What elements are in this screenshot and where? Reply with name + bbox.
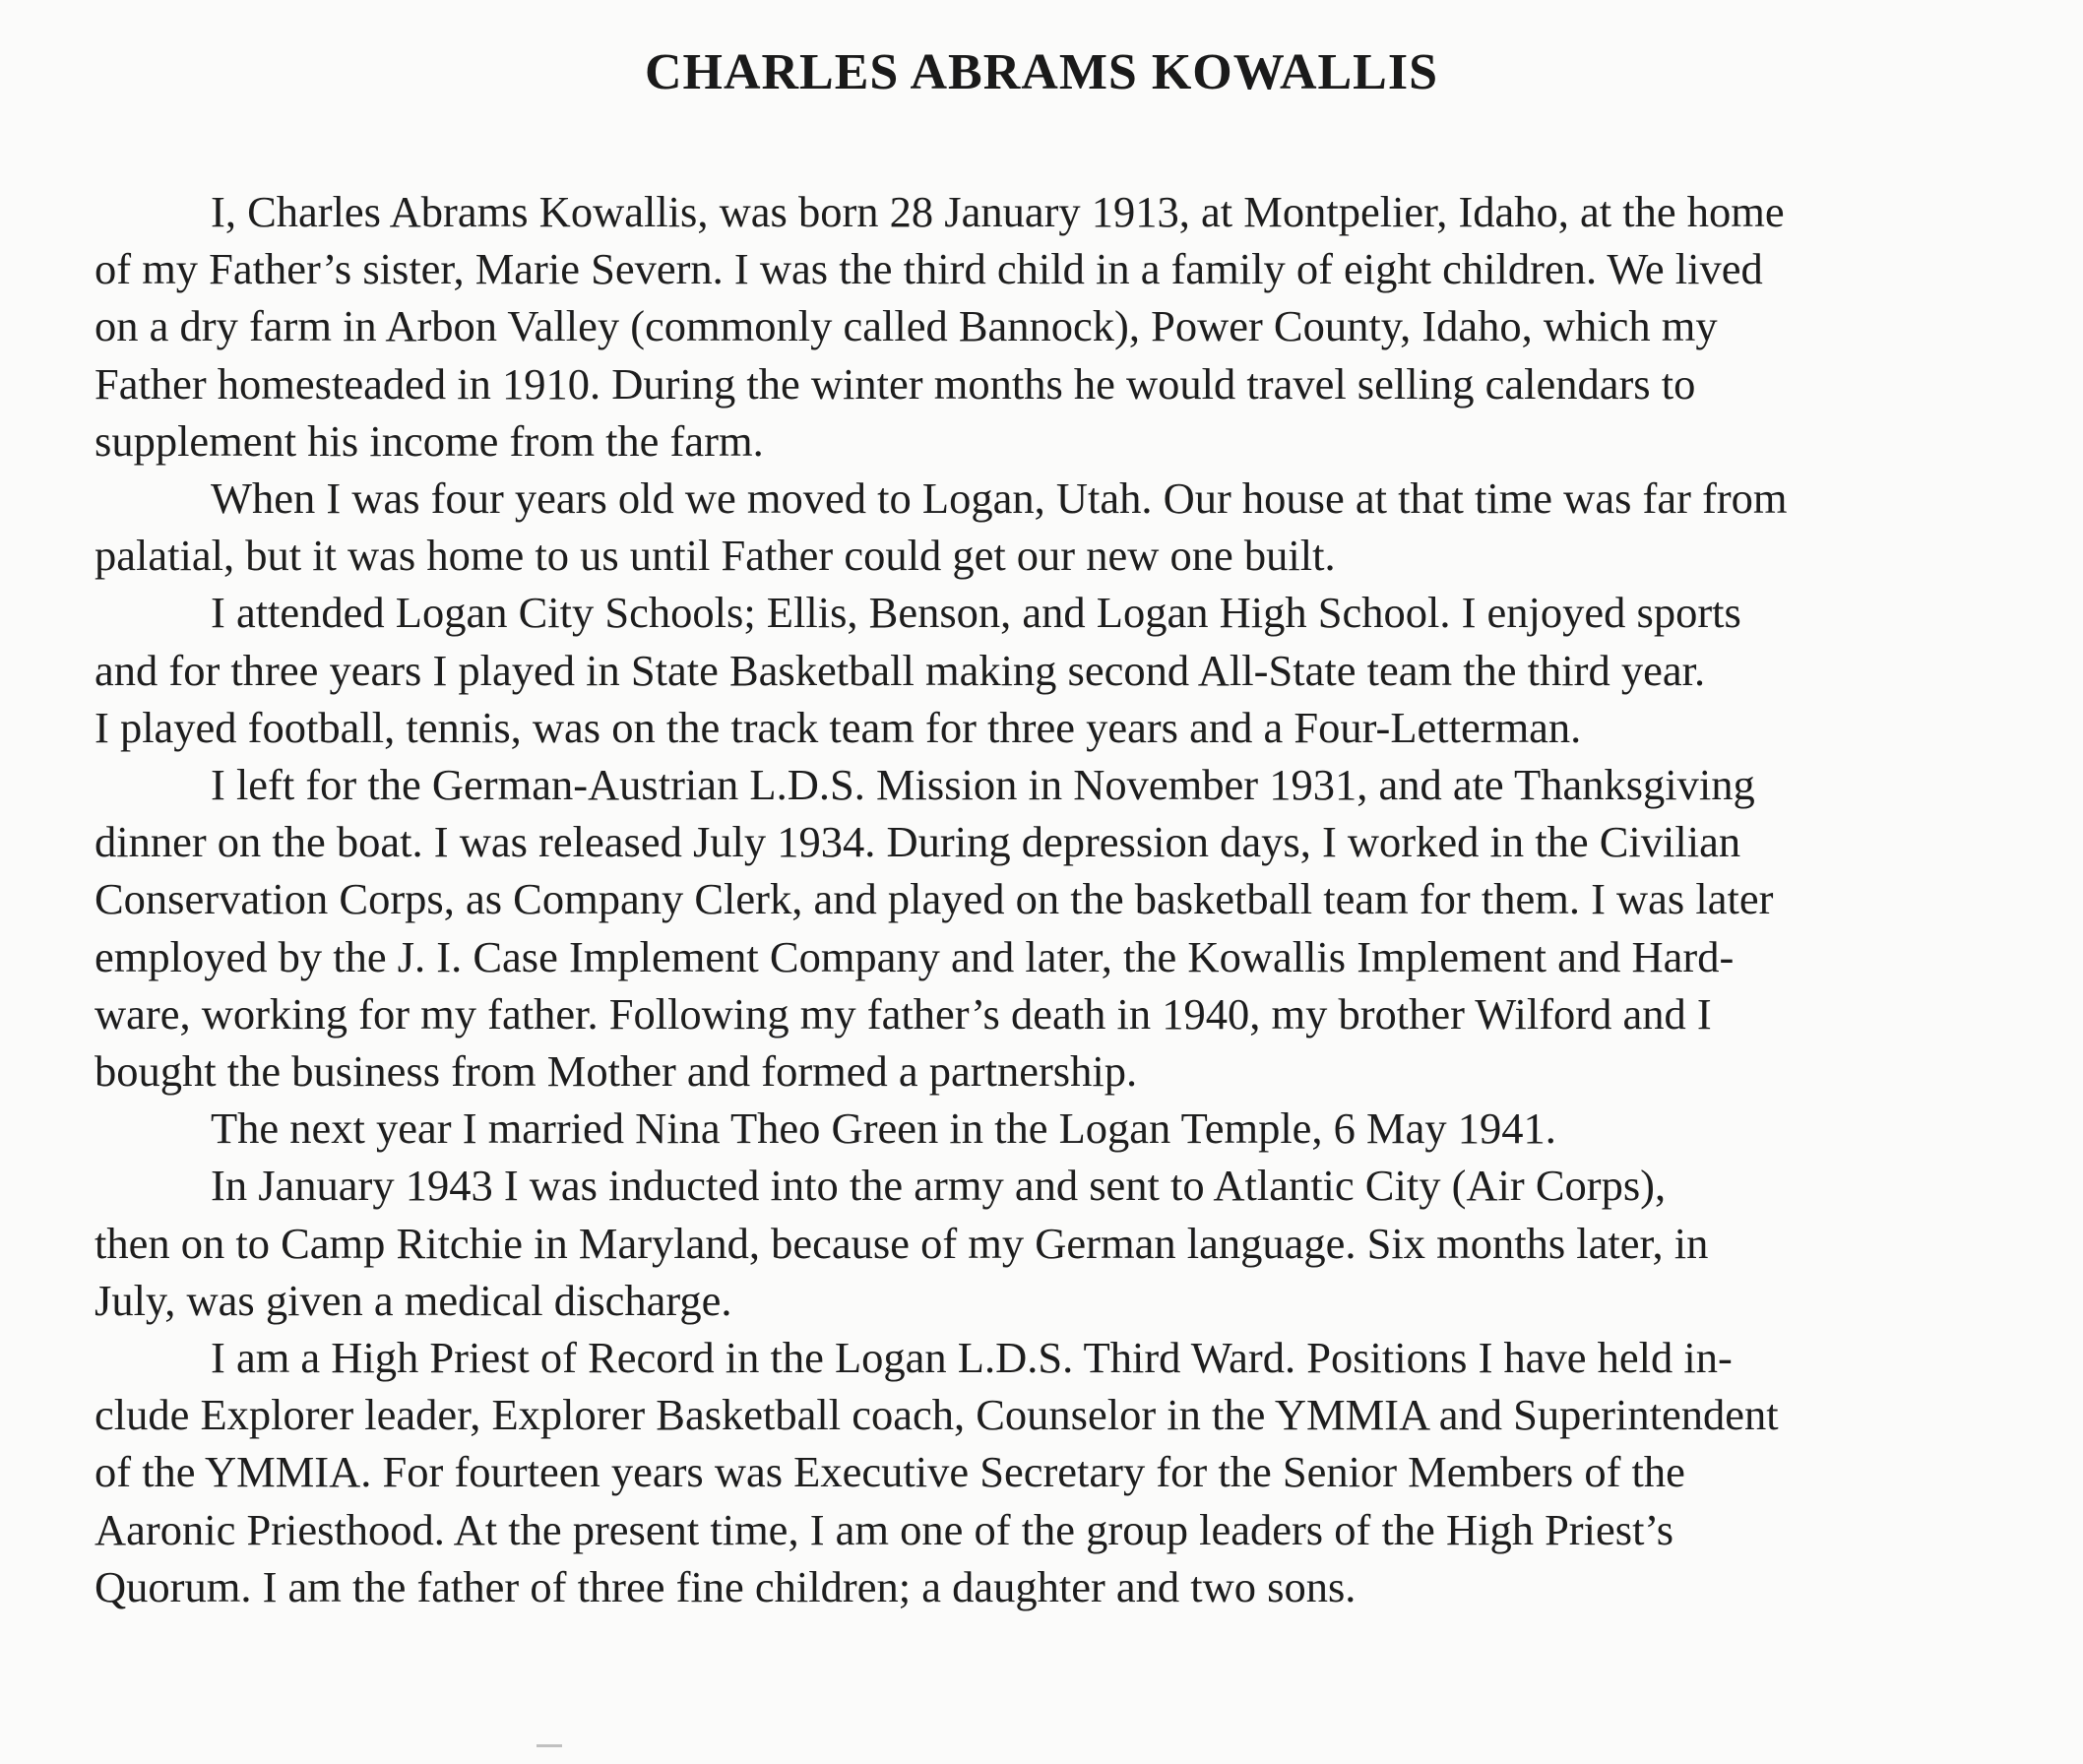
document-body — [95, 183, 2004, 1615]
text-line: then on to Camp Ritchie in Maryland, because of my German language. Six months later, in — [95, 1218, 1709, 1268]
paragraph-logan-move — [95, 470, 2004, 584]
text-line: I played football, tennis, was on the track team for three years and a Four-Letterman. — [95, 702, 1582, 752]
text-line: supplement his income from the farm. — [95, 415, 764, 466]
text-line: ware, working for my father. Following my father’s death in 1940, my brother Wilford and I — [95, 988, 1712, 1039]
scan-speck — [537, 1744, 562, 1747]
paragraph-birth — [95, 183, 2004, 470]
text-line: employed by the J. I. Case Implement Company and later, the Kowallis Implement and Hard- — [95, 931, 1735, 981]
text-line: I, Charles Abrams Kowallis, was born 28 January 1913, at Montpelier, Idaho, at the home — [211, 187, 1785, 236]
paragraph-schooling — [95, 584, 2004, 756]
paragraph-army — [95, 1157, 2004, 1329]
text-line: and for three years I played in State Basketball making second All-State team the third year. — [95, 645, 1706, 695]
text-line: on a dry farm in Arbon Valley (commonly called Bannock), Power County, Idaho, which my — [95, 301, 1718, 351]
text-line: In January 1943 I was inducted into the army and sent to Atlantic City (Air Corps), — [211, 1161, 1667, 1211]
paragraph-marriage — [95, 1100, 2004, 1157]
text-line: I left for the German-Austrian L.D.S. Mission in November 1931, and ate Thanksgiving — [211, 760, 1755, 810]
text-line: When I was four years old we moved to Logan, Utah. Our house at that time was far from — [211, 473, 1788, 524]
paragraph-church-service — [95, 1329, 2004, 1615]
text-line: palatial, but it was home to us until Father could get our new one built. — [95, 531, 1336, 581]
text-line: I am a High Priest of Record in the Logan L.D.S. Third Ward. Positions I have held in- — [211, 1333, 1733, 1383]
text-line: of the YMMIA. For fourteen years was Executive Secretary for the Senior Members of the — [95, 1447, 1685, 1497]
text-line: July, was given a medical discharge. — [95, 1275, 732, 1325]
text-line: I attended Logan City Schools; Ellis, Benson, and Logan High School. I enjoyed sports — [211, 588, 1741, 638]
text-line: Father homesteaded in 1910. During the winter months he would travel selling calendars to — [95, 358, 1696, 409]
paragraph-mission-work — [95, 756, 2004, 1100]
text-line: The next year I married Nina Theo Green in the Logan Temple, 6 May 1941. — [211, 1103, 1556, 1154]
text-line: bought the business from Mother and formed a partnership. — [95, 1046, 1138, 1097]
document-title: CHARLES ABRAMS KOWALLIS — [644, 44, 1439, 100]
text-line: clude Explorer leader, Explorer Basketball coach, Counselor in the YMMIA and Superintendent — [95, 1390, 1779, 1440]
text-line: Conservation Corps, as Company Clerk, and played on the basketball team for them. I was later — [95, 874, 1774, 924]
text-line: Aaronic Priesthood. At the present time, I am one of the group leaders of the High Priest’s — [95, 1504, 1674, 1554]
text-line: of my Father’s sister, Marie Severn. I was the third child in a family of eight children. We lived — [95, 244, 1763, 294]
text-line: Quorum. I am the father of three fine children; a daughter and two sons. — [95, 1561, 1357, 1611]
text-line: dinner on the boat. I was released July 1934. During depression days, I worked in the Civilian — [95, 817, 1741, 867]
